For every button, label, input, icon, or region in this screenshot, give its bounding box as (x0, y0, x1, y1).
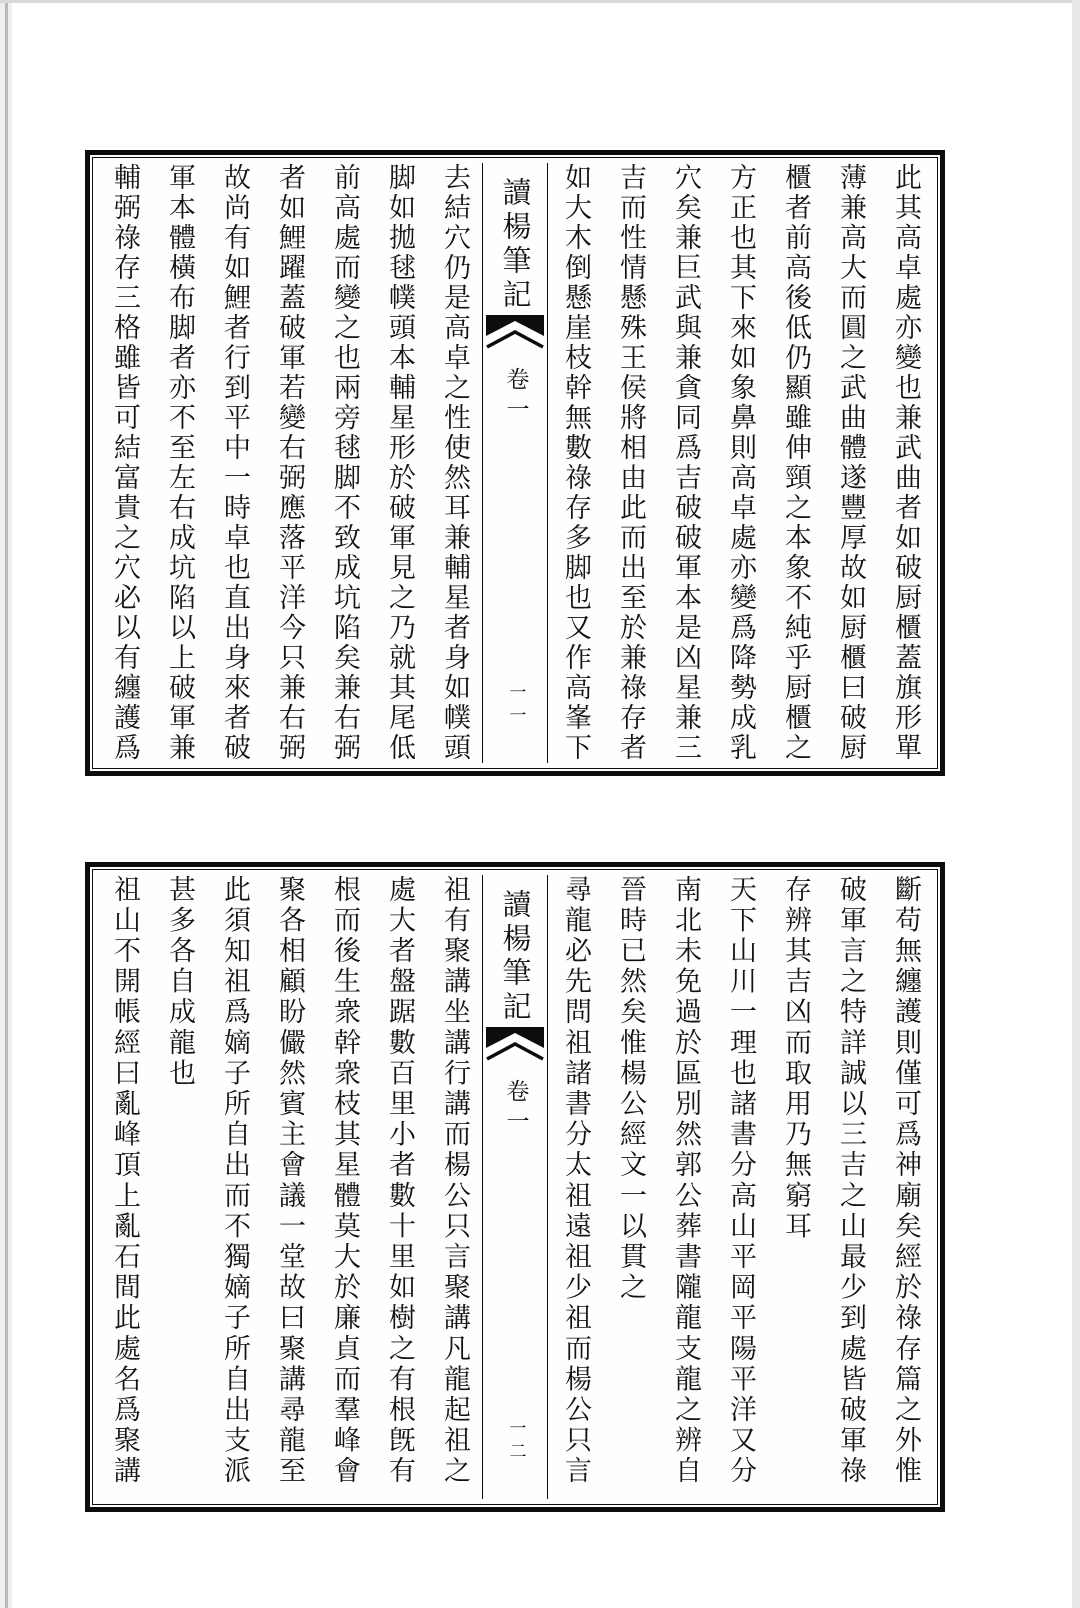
text-column: 軍本體橫布脚者亦不至左右成坑陷以上破軍兼 (164, 163, 195, 763)
text-column: 破軍言之特詳誠以三吉之山最少到處皆破軍祿 (835, 875, 866, 1487)
text-column: 祖有聚講坐講行講而楊公只言聚講凡龍起祖之 (439, 875, 470, 1487)
text-column: 方正也其下來如象鼻則高卓處亦變爲降勢成乳 (725, 163, 756, 763)
fishtail-ornament-icon (486, 315, 544, 353)
page-number: 一一 (505, 683, 526, 729)
text-column: 去結穴仍是高卓之性使然耳兼輔星者身如幞頭 (439, 163, 470, 763)
text-column: 晉時已然矣惟楊公經文一以貫之 (615, 875, 646, 1304)
scanner-edge-right (1072, 0, 1080, 1608)
fishtail-ornament-icon (486, 1027, 544, 1065)
text-column: 者如鯉躍蓋破軍若變右弼應落平洋今只兼右弼 (274, 163, 305, 763)
text-column: 根而後生衆幹衆枝其星體莫大於廉貞而羣峰會 (329, 875, 360, 1487)
scanner-edge-top (0, 0, 1080, 3)
text-column: 甚多各自成龍也 (164, 875, 195, 1090)
text-column: 薄兼高大而圓之武曲體遂豐厚故如厨櫃曰破厨 (835, 163, 866, 763)
banxin (482, 163, 548, 763)
text-column: 吉而性情懸殊王侯將相由此而出至於兼祿存者 (615, 163, 646, 763)
text-column: 處大者盤踞數百里小者數十里如樹之有根旣有 (384, 875, 415, 1487)
text-column: 祖山不開帳經曰亂峰頂上亂石間此處名爲聚講 (109, 875, 140, 1487)
text-column: 存辨其吉凶而取用乃無窮耳 (780, 875, 811, 1243)
scan-page-12 (85, 862, 945, 1512)
banxin (482, 875, 548, 1499)
text-column: 尋龍必先問祖諸書分太祖遠祖少祖而楊公只言 (560, 875, 591, 1487)
text-column: 南北未免過於區別然郭公葬書隴龍支龍之辨自 (670, 875, 701, 1487)
text-column: 故尚有如鯉者行到平中一時卓也直出身來者破 (219, 163, 250, 763)
text-column: 天下山川一理也諸書分高山平岡平陽平洋又分 (725, 875, 756, 1487)
text-column: 前高處而變之也兩旁毬脚不致成坑陷矣兼右弼 (329, 163, 360, 763)
text-column: 脚如拋毬幞頭本輔星形於破軍見之乃就其尾低 (384, 163, 415, 763)
book-title: 讀楊筆記 (498, 889, 533, 1025)
volume-label: 卷一 (502, 1079, 529, 1139)
text-column: 此須知祖爲嫡子所自出而不獨嫡子所自出支派 (219, 875, 250, 1487)
text-column: 聚各相顧盼儼然賓主會議一堂故曰聚講尋龍至 (274, 875, 305, 1487)
scanner-edge-left-line (5, 0, 8, 1608)
text-column: 輔弼祿存三格雖皆可結富貴之穴必以有纏護爲 (109, 163, 140, 763)
volume-label: 卷一 (502, 367, 529, 427)
text-columns-container (97, 163, 933, 763)
text-column: 穴矣兼巨武與兼貪同爲吉破破軍本是凶星兼三 (670, 163, 701, 763)
text-column: 此其高卓處亦變也兼武曲者如破厨櫃蓋旗形單 (890, 163, 921, 763)
text-column: 如大木倒懸崖枝幹無數祿存多脚也又作高峯下 (560, 163, 591, 763)
book-title: 讀楊筆記 (498, 177, 533, 313)
text-column: 斷苟無纏護則僅可爲神廟矣經於祿存篇之外惟 (890, 875, 921, 1487)
text-columns-container (97, 875, 933, 1499)
page-frame (92, 869, 938, 1505)
text-column: 櫃者前高後低仍顯雖伸頸之本象不純乎厨櫃之 (780, 163, 811, 763)
page-number: 一二 (505, 1419, 526, 1465)
page-frame (92, 157, 938, 769)
scan-page-11 (85, 150, 945, 776)
